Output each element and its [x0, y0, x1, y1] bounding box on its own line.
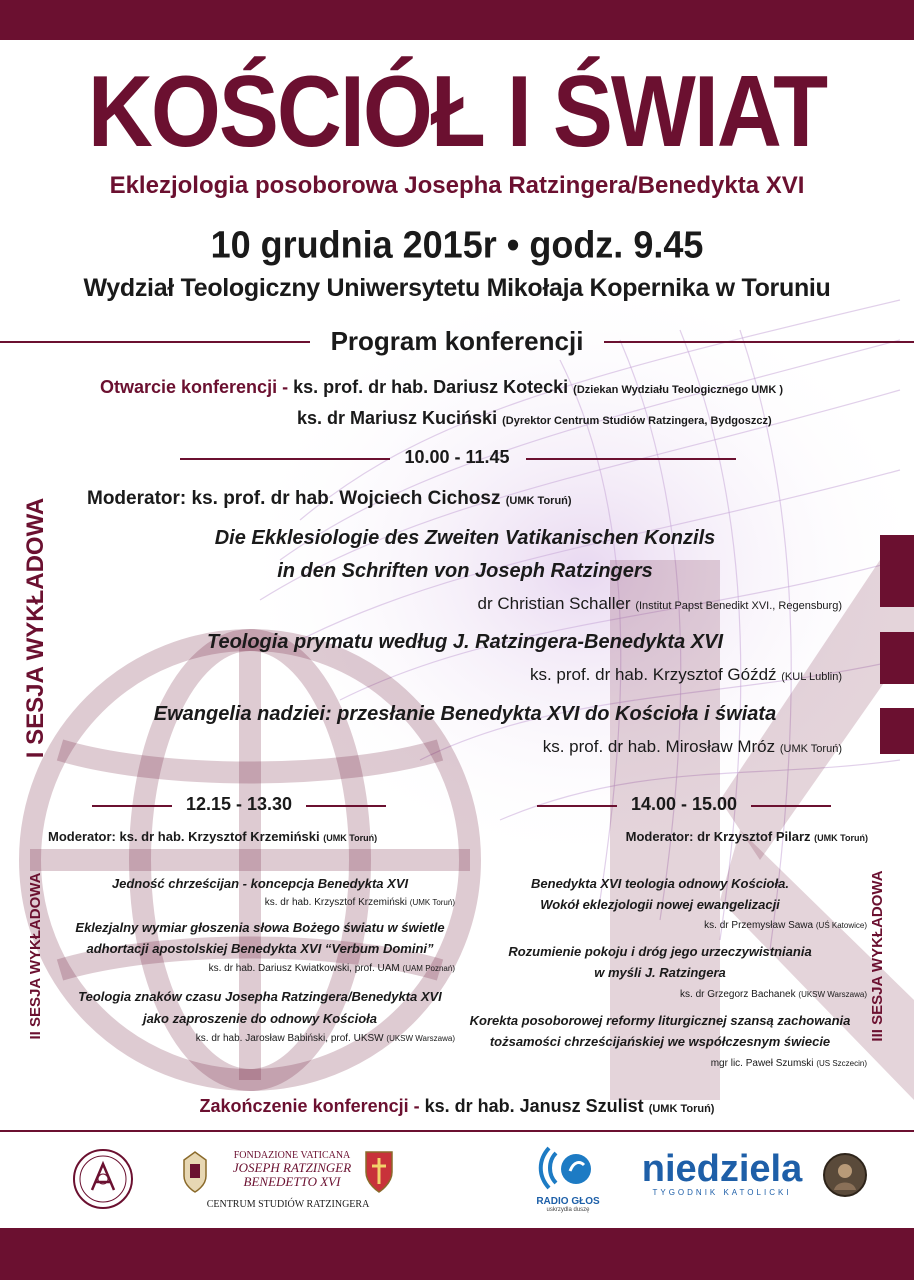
moderator-note: (UMK Toruń)	[814, 833, 868, 843]
speaker-name: ks. dr Grzegorz Bachanek	[680, 989, 796, 1000]
lecture-title: Jedność chrześcijan - koncepcja Benedykta XVI	[111, 876, 409, 891]
speaker-note: (UMK Toruń)	[779, 743, 842, 755]
divider	[604, 341, 914, 343]
session1-time: 10.00 - 11.45	[404, 447, 510, 467]
radio-glos-logo	[536, 1145, 600, 1215]
niedziela-tagline: TYGODNIK KATOLICKI	[652, 1188, 792, 1197]
lecture-title: in den Schriften von Joseph Ratzingers	[277, 560, 653, 582]
fondazione-logo	[212, 1150, 372, 1190]
divider	[537, 805, 617, 807]
lecture-title: adhortacji apostolskiej Benedykta XVI “Verbum Domini”	[86, 941, 434, 956]
divider	[306, 805, 386, 807]
session3-moderator	[626, 829, 868, 844]
closing-note: (UMK Toruń)	[648, 1103, 715, 1115]
speaker-name: mgr lic. Paweł Szumski	[710, 1058, 814, 1069]
madonna-medallion-icon	[822, 1152, 868, 1198]
speaker-note: (Institut Papst Benedikt XVI., Regensburg)	[635, 600, 842, 612]
program-heading: Program konferencji	[330, 326, 584, 356]
lecture-speaker	[543, 737, 842, 757]
speaker-name: ks. prof. dr hab. Krzysztof Góźdź	[529, 665, 777, 684]
lecture-speaker	[478, 594, 842, 614]
event-venue: Wydział Teologiczny Uniwersytetu Mikołaja Kopernika w Toruniu	[83, 274, 831, 302]
speaker-name: dr Christian Schaller	[477, 594, 631, 613]
speaker-note: (UMK Toruń)	[409, 898, 455, 907]
lecture-title: w myśli J. Ratzingera	[594, 965, 726, 980]
closing-label: Zakończenie konferencji -	[199, 1096, 420, 1116]
divider	[526, 458, 736, 460]
opening-speaker: ks. dr Mariusz Kuciński	[297, 408, 498, 428]
lecture-title: Teologia prymatu według J. Ratzingera-Benedykta XVI	[206, 631, 724, 653]
speaker-note: (UKSW Warszawa)	[798, 990, 867, 999]
lecture-title: tożsamości chrześcijańskiej we współczesnym świecie	[489, 1034, 831, 1049]
fondazione-line: JOSEPH RATZINGER	[232, 1160, 352, 1175]
closing-speaker: ks. dr hab. Janusz Szulist	[424, 1096, 644, 1116]
papal-coat-of-arms-icon	[178, 1150, 212, 1194]
moderator-name: Moderator: dr Krzysztof Pilarz	[625, 829, 811, 844]
moderator-name: Moderator: ks. prof. dr hab. Wojciech Cichosz	[87, 488, 501, 509]
lecture-speaker	[460, 920, 867, 931]
lecture-speaker	[460, 989, 867, 1000]
session3-label: III SESJA WYKŁADOWA	[869, 870, 886, 1042]
opening-line-2	[297, 408, 772, 429]
lecture-title: Ewangelia nadziei: przesłanie Benedykta XVI do Kościoła i świata	[153, 703, 777, 725]
opening-speaker-note: (Dyrektor Centrum Studiów Ratzingera, Bydgoszcz)	[502, 415, 772, 427]
lecture-speaker	[530, 665, 842, 685]
opening-line	[100, 377, 783, 398]
lecture-title: Teologia znaków czasu Josepha Ratzingera/Benedykta XVI	[78, 989, 442, 1004]
opening-label: Otwarcie konferencji -	[100, 377, 289, 397]
centrum-label: CENTRUM STUDIÓW RATZINGERA	[206, 1199, 370, 1210]
fondazione-line: FONDAZIONE VATICANA	[233, 1150, 351, 1161]
bishop-coat-of-arms-icon	[362, 1148, 396, 1194]
closing-line	[0, 1096, 914, 1117]
moderator-note: (UMK Toruń)	[323, 833, 378, 843]
session2-label: II SESJA WYKŁADOWA	[27, 872, 44, 1040]
divider	[0, 1130, 914, 1132]
lecture-title: Rozumienie pokoju i dróg jego urzeczywistniania	[508, 944, 812, 959]
session2-moderator	[48, 829, 377, 844]
page-subtitle: Eklezjologia posoborowa Josepha Ratzingera/Benedykta XVI	[109, 172, 805, 199]
speaker-note: (UŚ Katowice)	[815, 921, 867, 930]
top-band	[0, 0, 914, 40]
lecture-title: jako zaproszenie do odnowy Kościoła	[142, 1011, 378, 1026]
lecture-speaker	[60, 963, 455, 974]
speaker-name: ks. dr hab. Dariusz Kwiatkowski, prof. UAM	[208, 963, 400, 974]
speaker-note: (UKSW Warszawa)	[386, 1034, 455, 1043]
opening-speaker: ks. prof. dr hab. Dariusz Kotecki	[293, 377, 569, 397]
speaker-name: ks. dr hab. Jarosław Babiński, prof. UKSW	[195, 1033, 384, 1044]
session2-time: 12.15 - 13.30	[185, 794, 293, 814]
opening-speaker-note: (Dziekan Wydziału Teologicznego UMK )	[573, 384, 783, 396]
event-date: 10 grudnia 2015r • godz. 9.45	[210, 222, 704, 266]
university-seal-icon	[72, 1148, 134, 1210]
moderator-note: (UMK Toruń)	[505, 495, 572, 507]
lecture-speaker	[60, 1033, 455, 1044]
moderator-name: Moderator: ks. dr hab. Krzysztof Krzemiński	[48, 829, 320, 844]
session1-label: I SESJA WYKŁADOWA	[22, 497, 49, 759]
speaker-name: ks. dr hab. Krzysztof Krzemiński	[264, 897, 408, 908]
bottom-band	[0, 1228, 914, 1280]
divider	[751, 805, 831, 807]
lecture-title: Eklezjalny wymiar głoszenia słowa Bożego światu w świetle	[75, 920, 445, 935]
fondazione-line: BENEDETTO XVI	[243, 1174, 341, 1190]
radio-name: RADIO GŁOS	[536, 1196, 600, 1207]
lecture-speaker	[460, 1058, 867, 1069]
radio-wave-icon	[538, 1145, 598, 1191]
divider	[92, 805, 172, 807]
speaker-note: (UAM Poznań)	[402, 964, 455, 973]
lecture-title: Wokół eklezjologii nowej ewangelizacji	[540, 897, 780, 912]
speaker-name: ks. dr Przemysław Sawa	[704, 920, 814, 931]
niedziela-logo	[622, 1150, 822, 1197]
page-title: KOŚCIÓŁ I ŚWIAT	[87, 56, 827, 169]
session1-moderator	[87, 488, 572, 510]
lecture-title: Die Ekklesiologie des Zweiten Vatikanischen Konzils	[214, 527, 716, 549]
radio-tagline: uskrzydla duszę	[546, 1207, 590, 1213]
lecture-title: Benedykta XVI teologia odnowy Kościoła.	[531, 876, 789, 891]
session3-time: 14.00 - 15.00	[630, 794, 738, 814]
speaker-note: (US Szczecin)	[816, 1059, 867, 1068]
speaker-name: ks. prof. dr hab. Mirosław Mróz	[542, 737, 776, 756]
speaker-note: (KUL Lublin)	[781, 671, 842, 683]
niedziela-name: niedziela	[641, 1148, 803, 1190]
lecture-speaker	[60, 897, 455, 908]
lecture-title: Korekta posoborowej reformy liturgicznej szansą zachowania	[469, 1013, 851, 1028]
